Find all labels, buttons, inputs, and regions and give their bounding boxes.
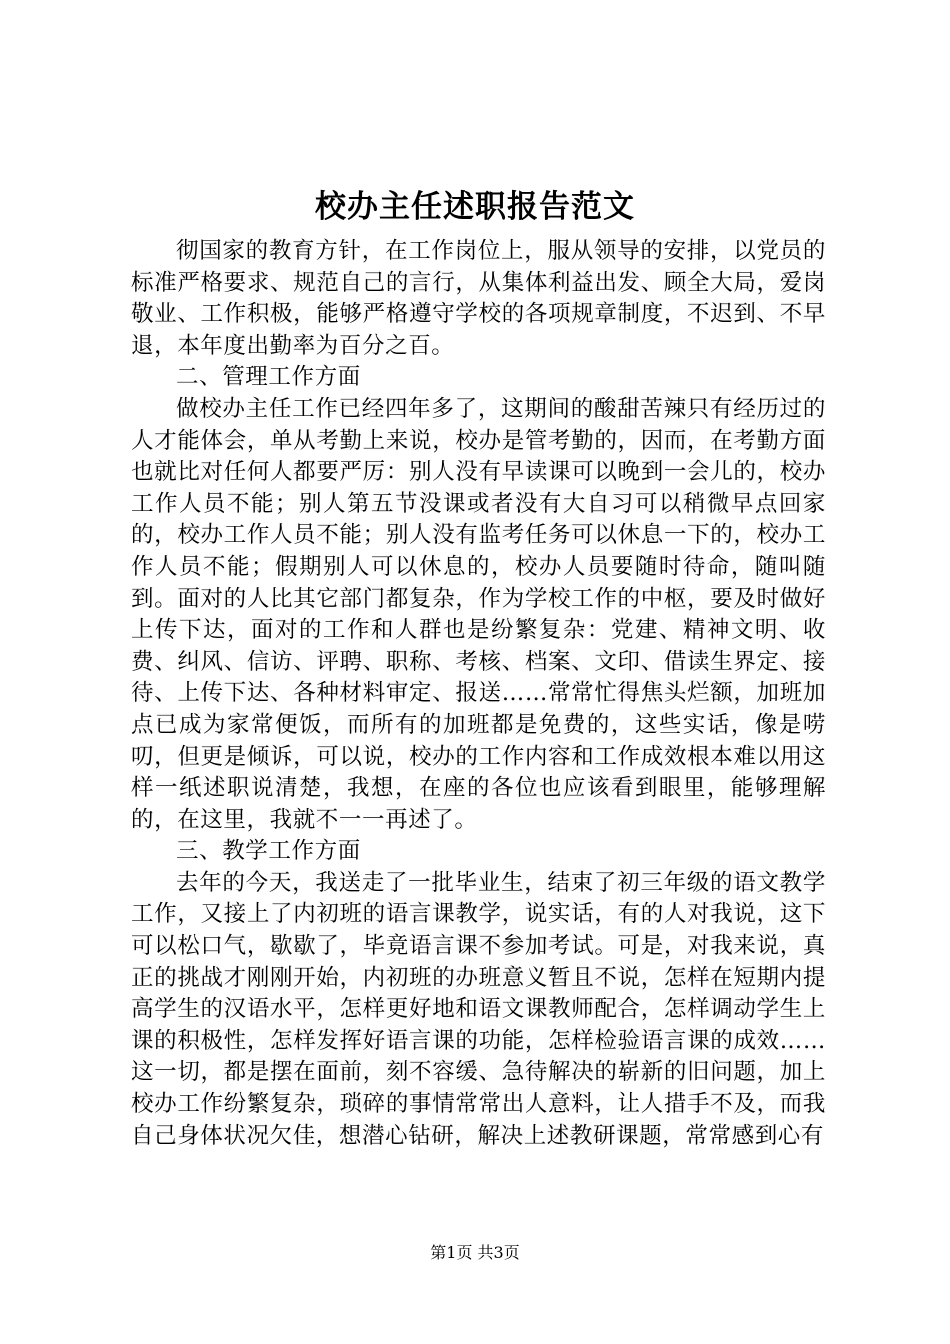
page-number-footer: 第1页 共3页 [430,1243,520,1262]
section-heading-teaching: 三、教学工作方面 [176,838,361,865]
paragraph-management: 做校办主任工作已经四年多了，这期间的酸甜苦辣只有经历过的人才能体会，单从考勤上来说，校办是管考勤的，因而，在考勤方面也就比对任何人都要严厉：别人没有早读课可以晚到一会儿的，校办工作人员不能；别人第五节没课或者没有大自习可以稍微早点回家的，校办工作人员不能；别人没有监考任务可以休息一下的，校办工作人员不能；假期别人可以休息的，校办人员要随时待命，随叫随到。面对的人比其它部门都复杂，作为学校工作的中枢，要及时做好上传下达，面对的工作和人群也是纷繁复杂：党建、精神文明、收费、纠风、信访、评聘、职称、考核、档案、文印、借读生界定、接待、上传下达、各种材料审定、报送……常常忙得焦头烂额，加班加点已成为家常便饭，而所有的加班都是免费的，这些实话，像是唠叨，但更是倾诉，可以说，校办的工作内容和工作成效根本难以用这样一纸述职说清楚，我想，在座的各位也应该看到眼里，能够理解的，在这里，我就不一一再述了。 [131,395,826,833]
paragraph-duties: 彻国家的教育方针，在工作岗位上，服从领导的安排，以党员的标准严格要求、规范自己的言行，从集体利益出发、顾全大局，爱岗敬业、工作积极，能够严格遵守学校的各项规章制度，不迟到、不早退，本年度出勤率为百分之百。 [131,238,826,359]
paragraph-teaching: 去年的今天，我送走了一批毕业生，结束了初三年级的语文教学工作，又接上了内初班的语言课教学，说实话，有的人对我说，这下可以松口气，歇歇了，毕竟语言课不参加考试。可是，对我来说，真正的挑战才刚刚开始，内初班的办班意义暂且不说，怎样在短期内提高学生的汉语水平，怎样更好地和语文课教师配合，怎样调动学生上课的积极性，怎样发挥好语言课的功能，怎样检验语言课的成效……这一切，都是摆在面前，刻不容缓、急待解决的崭新的旧问题，加上校办工作纷繁复杂，琐碎的事情常常出人意料，让人措手不及，而我自己身体状况欠佳，想潜心钻研，解决上述教研课题，常常感到心有 [131,869,826,1149]
document-body [131,236,826,1152]
document-title: 校办主任述职报告范文 [315,189,635,225]
section-heading-management: 二、管理工作方面 [176,364,361,391]
